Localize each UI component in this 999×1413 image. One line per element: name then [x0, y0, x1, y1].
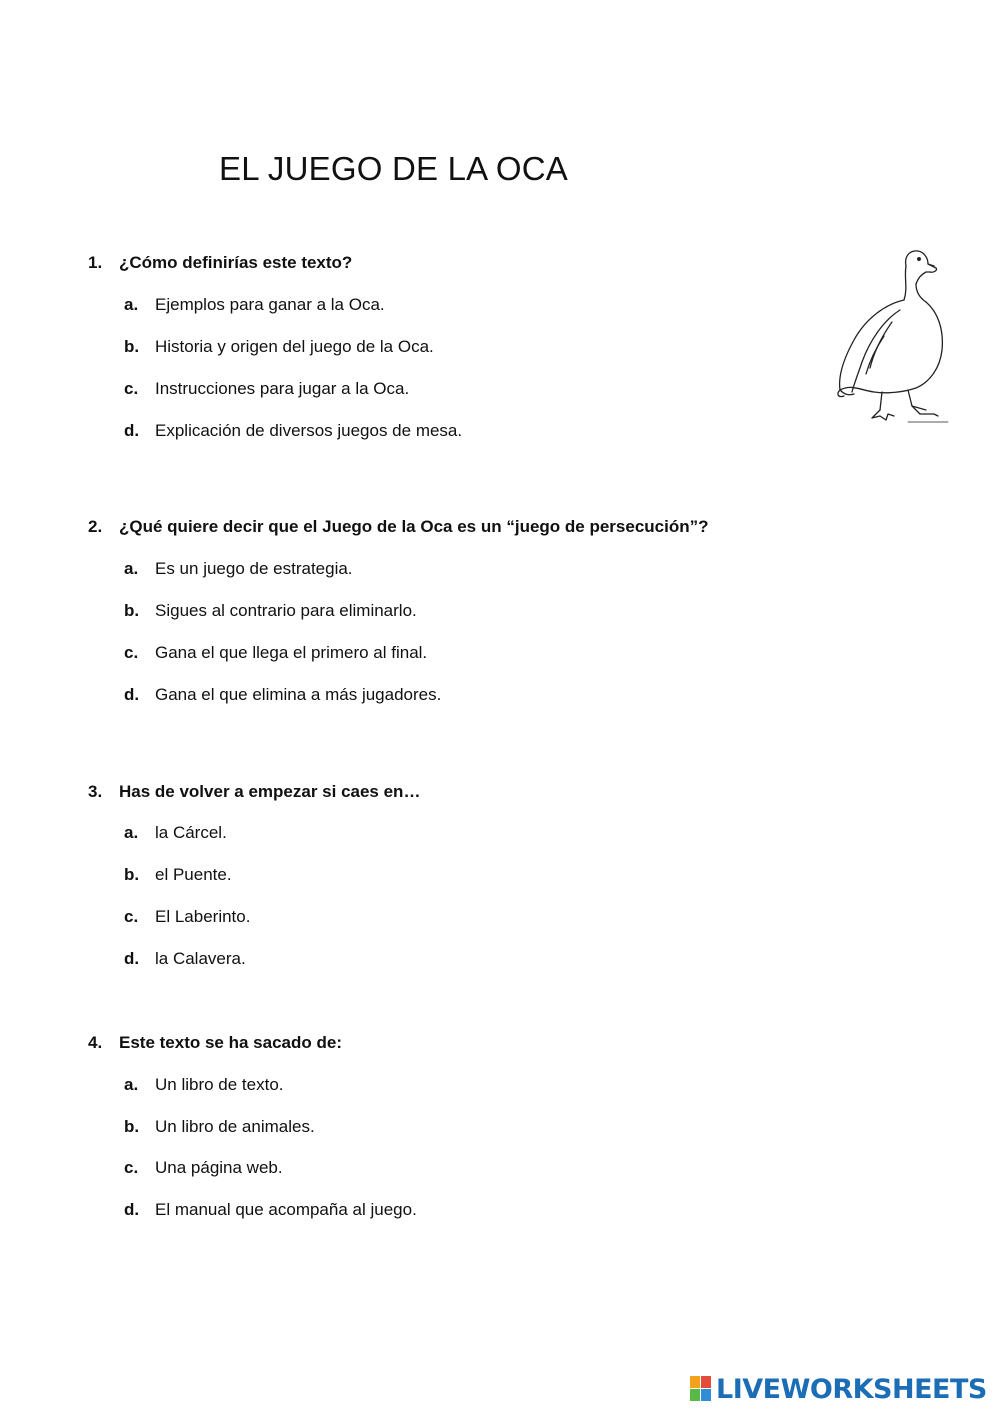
option-3a[interactable]	[124, 823, 227, 843]
option-text: la Calavera.	[155, 949, 246, 968]
option-text: El Laberinto.	[155, 907, 251, 926]
option-letter: d.	[124, 421, 140, 440]
option-letter: a.	[124, 823, 139, 842]
option-letter: d.	[124, 949, 140, 968]
goose-icon	[830, 244, 952, 430]
brand-logo[interactable]	[690, 1373, 987, 1405]
option-letter: b.	[124, 1117, 140, 1136]
question-text: ¿Qué quiere decir que el Juego de la Oca es un “juego de persecución”?	[119, 517, 709, 536]
option-text: Un libro de animales.	[155, 1117, 315, 1136]
option-3c[interactable]	[124, 907, 250, 927]
option-letter: d.	[124, 685, 140, 704]
liveworksheets-logo-icon	[690, 1376, 712, 1402]
option-text: Gana el que elimina a más jugadores.	[155, 685, 442, 704]
question-2	[88, 517, 709, 537]
option-letter: c.	[124, 907, 139, 926]
option-text: Instrucciones para jugar a la Oca.	[155, 379, 410, 398]
option-letter: d.	[124, 1200, 140, 1219]
option-text: Historia y origen del juego de la Oca.	[155, 337, 434, 356]
option-4a[interactable]	[124, 1075, 284, 1095]
question-number: 4.	[88, 1033, 103, 1052]
option-4d[interactable]	[124, 1200, 417, 1220]
question-1	[88, 253, 352, 273]
question-3	[88, 782, 420, 802]
option-letter: b.	[124, 865, 140, 884]
option-1d[interactable]	[124, 421, 462, 441]
option-1c[interactable]	[124, 379, 409, 399]
option-text: Explicación de diversos juegos de mesa.	[155, 421, 463, 440]
option-letter: c.	[124, 379, 139, 398]
option-4c[interactable]	[124, 1158, 283, 1178]
option-text: Es un juego de estrategia.	[155, 559, 353, 578]
question-number: 2.	[88, 517, 103, 536]
option-2c[interactable]	[124, 643, 427, 663]
page-title: EL JUEGO DE LA OCA	[219, 150, 568, 187]
option-text: Sigues al contrario para eliminarlo.	[155, 601, 417, 620]
option-letter: a.	[124, 295, 139, 314]
option-letter: c.	[124, 643, 139, 662]
question-text: Este texto se ha sacado de:	[119, 1033, 342, 1052]
option-2a[interactable]	[124, 559, 353, 579]
option-text: Ejemplos para ganar a la Oca.	[155, 295, 385, 314]
option-text: Un libro de texto.	[155, 1075, 284, 1094]
brand-name: LIVEWORKSHEETS	[716, 1373, 987, 1405]
option-text: el Puente.	[155, 865, 232, 884]
option-text: la Cárcel.	[155, 823, 227, 842]
option-letter: a.	[124, 1075, 139, 1094]
option-2b[interactable]	[124, 601, 417, 621]
option-letter: c.	[124, 1158, 139, 1177]
question-4	[88, 1033, 342, 1053]
option-text: Gana el que llega el primero al final.	[155, 643, 428, 662]
option-1b[interactable]	[124, 337, 434, 357]
option-4b[interactable]	[124, 1117, 315, 1137]
question-number: 3.	[88, 782, 103, 801]
question-text: ¿Cómo definirías este texto?	[119, 253, 353, 272]
option-1a[interactable]	[124, 295, 385, 315]
question-number: 1.	[88, 253, 103, 272]
option-text: El manual que acompaña al juego.	[155, 1200, 417, 1219]
option-letter: b.	[124, 337, 140, 356]
option-text: Una página web.	[155, 1158, 283, 1177]
option-3b[interactable]	[124, 865, 232, 885]
option-letter: b.	[124, 601, 140, 620]
option-3d[interactable]	[124, 949, 246, 969]
option-letter: a.	[124, 559, 139, 578]
question-text: Has de volver a empezar si caes en…	[119, 782, 421, 801]
option-2d[interactable]	[124, 685, 441, 705]
